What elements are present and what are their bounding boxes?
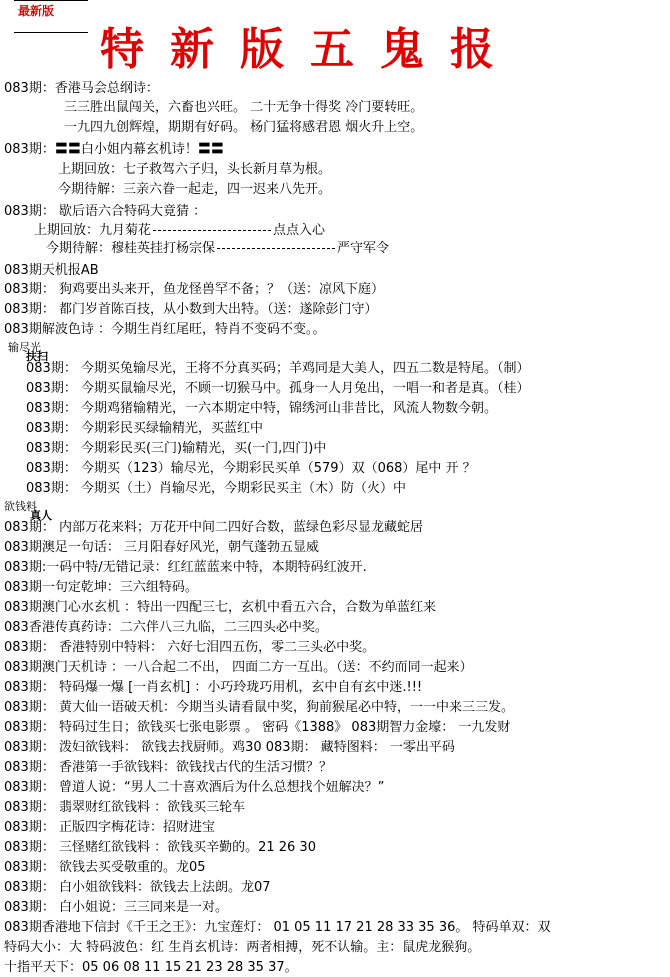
text-line: 083期一句定乾坤：三六组特码。: [4, 580, 198, 595]
text-line: 083期： 三怪赌红欲钱料 ：欲钱买辛勤的。21 26 30: [4, 840, 316, 855]
miss-bai-prev: 上期回放：七子救驾六子归，头长新月草为根。: [58, 162, 332, 177]
text-line: 083期:一码中特/无错记录：红红蓝蓝来中特，本期特码红波开.: [4, 560, 367, 575]
section-label: 欲钱料: [4, 500, 37, 513]
text-line: 083期香港地下信封《千王之王》：九宝莲灯： 01 05 11 17 21 28 33 35 36。 特码单双：双: [4, 920, 551, 935]
text-line: 083期解波色诗 ：今期生肖红尾旺，特肖不变码不变。。: [4, 322, 326, 337]
riddle-prev-question: 上期回放：九月菊花: [34, 223, 152, 238]
text-line: 083期： 黄大仙一语破天机：今期当头请看鼠中奖，狗前猴尾必中特，一一中来三三发。: [4, 700, 514, 715]
text-line: 083期： 内部万花来料；万花开中间二四好合数，蓝绿色彩尽显龙藏蛇居: [4, 520, 423, 535]
text-line: 083期： 白小姐欲钱料：欲钱去上法朗。龙07: [4, 880, 271, 895]
text-line: 083期： 正版四字梅花诗：招财进宝: [4, 820, 215, 835]
text-line: 083期： 特码过生日；欲钱买七张电影票 。 密码《1388》 083期智力金壕： 一九发财: [4, 720, 511, 735]
text-line: 083期： 今期买鼠输尽光，不顾一切猴马中。孤身一人月兔出，一唱一和者是真。（桂）: [26, 381, 530, 396]
riddle-curr-question: 今期待解：穆桂英挂打杨宗保: [46, 241, 216, 256]
text-line: 083期： 香港特别中特料： 六好七泪四五伤，零二三头必中奖。: [4, 640, 376, 655]
text-line: 083期： 今期买（123）输尽光，今期彩民买单（579）双（068）尾中 开 ？: [26, 461, 476, 476]
badge-underline: [14, 32, 88, 33]
riddle-curr: [46, 240, 389, 257]
riddle-heading: 083期： 歇后语六合特码大竟猜 ：: [4, 204, 207, 219]
text-line: 083期： 今期买（土）肖输尽光，今期彩民买主（木）防（火）中: [26, 481, 406, 496]
text-line: 083期： 狗鸡要出头来开，鱼龙怪兽罕不备；？（送：凉风下庭）: [4, 282, 384, 297]
text-line: 083期： 今期彩民买绿输精光，买蓝红中: [26, 421, 263, 436]
riddle-curr-answer: 严守军令: [337, 241, 390, 256]
section-overlay: 扶扫: [26, 350, 48, 363]
text-line: 083期： 欲钱去买受敬重的。龙05: [4, 860, 206, 875]
text-line: 083期： 今期彩民买(三门)输精光，买(一门,四门)中: [26, 441, 327, 456]
text-line: 083期： 今期鸡猪输精光，一六本期定中特，锦绣河山非昔比，风流人物数今朝。: [26, 401, 497, 416]
text-line: 083期澳门心水玄机 ：特出一四配三七，玄机中看五六合，合数为单蓝红来: [4, 600, 436, 615]
text-line: 083期天机报AB: [4, 263, 99, 278]
text-line: 083期： 翡翠财红欲钱料 ：欲钱买三轮车: [4, 800, 246, 815]
miss-bai-curr: 今期待解：三亲六眷一起走，四一迟来八先开。: [58, 182, 332, 197]
top-rule: [14, 0, 88, 1]
riddle-prev: [34, 222, 325, 239]
text-line: 083期： 曾道人说：“男人二十喜欢酒后为什么总想找个妞解决？”: [4, 780, 385, 795]
text-line: 083期澳足一句话： 三月阳春好风光，朝气蓬勃五显威: [4, 540, 319, 555]
text-line: 083期澳门天机诗 ：一八合起二不出， 四面二方一互出。（送：不约而同一起来）: [4, 660, 473, 675]
poem-heading: 083期：香港马会总纲诗：: [4, 81, 159, 96]
text-line: 083香港传真药诗：二六伴八三九临，二三四头必中奖。: [4, 620, 328, 635]
text-line: 083期： 泼妇欲钱料： 欲钱去找厨师。鸡30 083期： 藏特图料： 一零出平码: [4, 740, 455, 755]
section-label: 输尽光: [8, 341, 41, 354]
text-line: 十指平天下：05 06 08 11 15 21 23 28 35 37。: [4, 960, 298, 975]
text-line: 083期： 今期买兔输尽光，王将不分真买码；羊鸡同是大美人，四五二数是特尾。（制）: [26, 361, 530, 376]
miss-bai-heading: 083期：〓〓白小姐内幕玄机诗！〓〓: [4, 142, 224, 157]
riddle-dashes: [153, 230, 271, 231]
latest-badge: 最新版: [18, 4, 55, 18]
text-line: 083期： 特码爆一爆 [一肖玄机] ：小巧玲珑巧用机，玄中自有玄中迷.!!!: [4, 680, 423, 695]
text-line: 083期： 都门岁首陈百技，从小数到大出特。（送：遂除彭门守）: [4, 302, 378, 317]
poem-line: 三三胜出鼠闯关，六畜也兴旺。 二十无争十得奖 冷门要转旺。: [64, 100, 424, 115]
text-line: 083期： 香港第一手欲钱料：欲钱找古代的生活习惯？？: [4, 760, 332, 775]
poem-line: 一九四九创辉煌，期期有好码。 杨门猛将感君恩 烟火升上空。: [64, 120, 424, 135]
riddle-prev-answer: 点点入心: [273, 223, 326, 238]
text-line: 083期： 白小姐说：三三同来是一对。: [4, 900, 228, 915]
riddle-dashes: [217, 248, 335, 249]
section-overlay: 真人: [30, 509, 52, 522]
page-title: 特新版五鬼报: [100, 24, 520, 75]
text-line: 特码大小：大 特码波色：红 生肖玄机诗：两者相搏，死不认输。主：鼠虎龙猴狗。: [4, 940, 481, 955]
